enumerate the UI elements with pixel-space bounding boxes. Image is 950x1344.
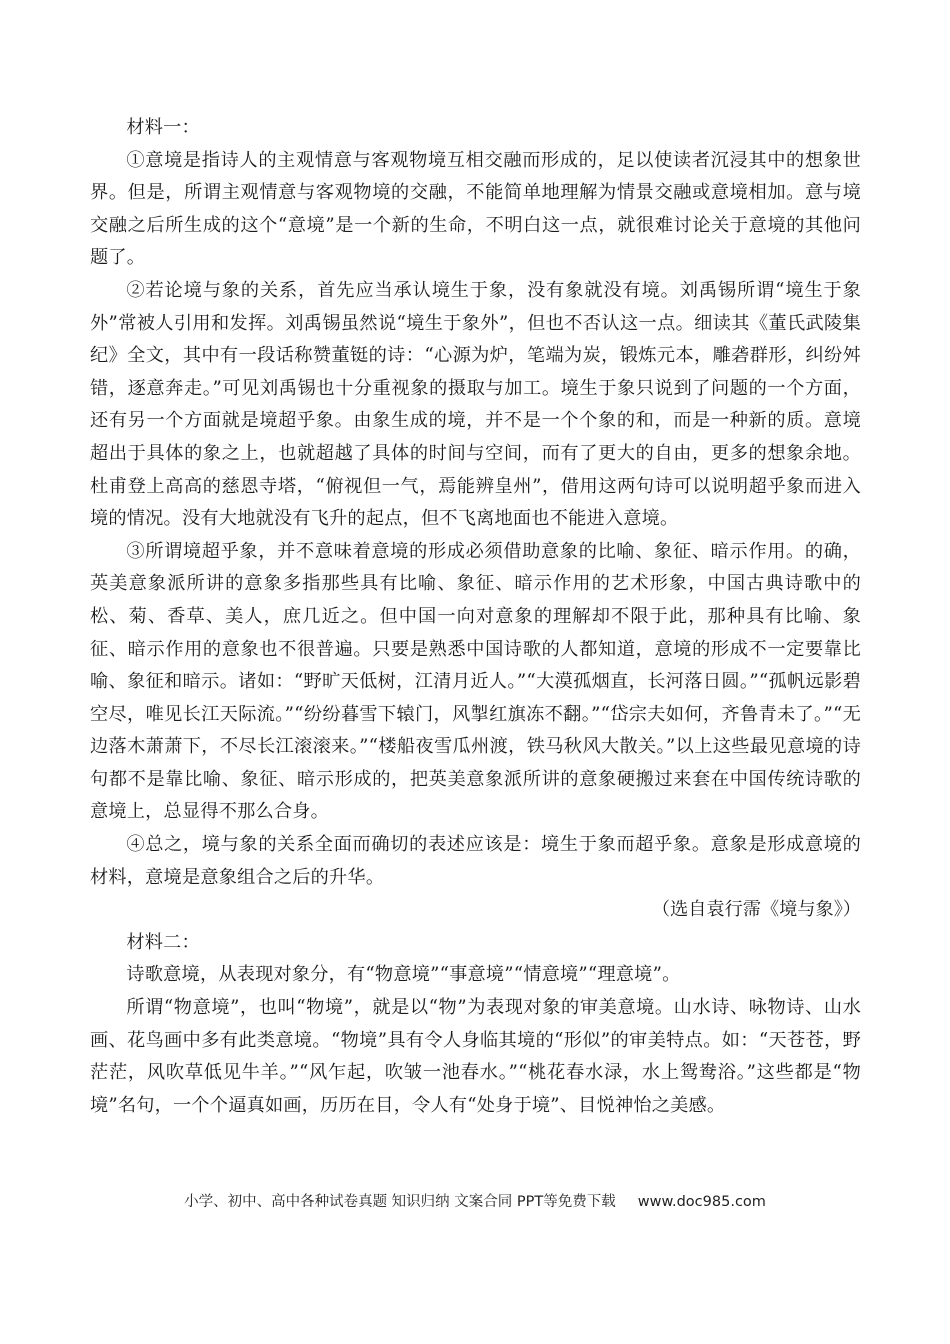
material1-paragraph-2: ②若论境与象的关系，首先应当承认境生于象，没有象就没有境。刘禹锡所谓“境生于象外”常被人引用和发挥。刘禹锡虽然说“境生于象外”，但也不否认这一点。细读其《董氏武陵集纪》全文，其中有一段话称赞董铤的诗：“心源为炉，笔端为炭，锻炼元本，雕砻群形，纠纷舛错，逐意奔走。”可见刘禹锡也十分重视象的摄取与加工。境生于象只说到了问题的一个方面，还有另一个方面就是境超乎象。由象生成的境，并不是一个个象的和，而是一种新的质。意境超出于具体的象之上，也就超越了具体的时间与空间，而有了更大的自由，更多的想象余地。杜甫登上高高的慈恩寺塔，“俯视但一气，焉能辨皇州”，借用这两句诗可以说明超乎象而进入境的情况。没有大地就没有飞升的起点，但不飞离地面也不能进入意境。 <box>90 279 861 530</box>
footer-text: 小学、初中、高中各种试卷真题 知识归纳 文案合同 PPT等免费下载 <box>184 1194 616 1210</box>
material2-paragraph-1: 诗歌意境，从表现对象分，有“物意境”“事意境”“情意境”“理意境”。 <box>126 964 681 986</box>
material1-paragraph-3: ③所谓境超乎象，并不意味着意境的形成必须借助意象的比喻、象征、暗示作用。的确，英美意象派所讲的意象多指那些具有比喻、象征、暗示作用的艺术形象，中国古典诗歌中的松、菊、香草、美人，庶几近之。但中国一向对意象的理解却不限于此，那种具有比喻、象征、暗示作用的意象也不很普遍。只要是熟悉中国诗歌的人都知道，意境的形成不一定要靠比喻、象征和暗示。诸如：“野旷天低树，江清月近人。”“大漠孤烟直，长河落日圆。”“孤帆远影碧空尽，唯见长江天际流。”“纷纷暮雪下辕门，风掣红旗冻不翻。”“岱宗夫如何，齐鲁青未了。”“无边落木萧萧下，不尽长江滚滚来。”“楼船夜雪瓜州渡，铁马秋风大散关。”以上这些最见意境的诗句都不是靠比喻、象征、暗示形成的，把英美意象派所讲的意象硬搬过来套在中国传统诗歌的意境上，总显得不那么合身。 <box>90 540 861 823</box>
material1-paragraph-4: ④总之，境与象的关系全面而确切的表述应该是：境生于象而超乎象。意象是形成意境的材料，意境是意象组合之后的升华。 <box>90 834 861 888</box>
material1-source: （选自袁行霈《境与象》） <box>651 899 861 921</box>
material2-paragraph-2: 所谓“物意境”，也叫“物境”，就是以“物”为表现对象的审美意境。山水诗、咏物诗、山水画、花鸟画中多有此类意境。“物境”具有令人身临其境的“形似”的审美特点。如：“天苍苍，野茫茫，风吹草低见牛羊。”“风乍起，吹皱一池春水。”“桃花春水渌，水上鸳鸯浴。”这些都是“物境”名句，一个个逼真如画，历历在目，令人有“处身于境”、目悦神怡之美感。 <box>90 997 861 1116</box>
material1-paragraph-1: ①意境是指诗人的主观情意与客观物境互相交融而形成的，足以使读者沉浸其中的想象世界。但是，所谓主观情意与客观物境的交融，不能简单地理解为情景交融或意境相加。意与境交融之后所生成的这个“意境”是一个新的生命，不明白这一点，就很难讨论关于意境的其他问题了。 <box>90 149 861 269</box>
material2-heading: 材料二： <box>126 931 200 953</box>
document-body <box>90 112 861 1122</box>
footer-url[interactable]: www.doc985.com <box>637 1194 766 1210</box>
page-footer <box>0 1190 950 1211</box>
material1-heading: 材料一： <box>126 117 200 138</box>
